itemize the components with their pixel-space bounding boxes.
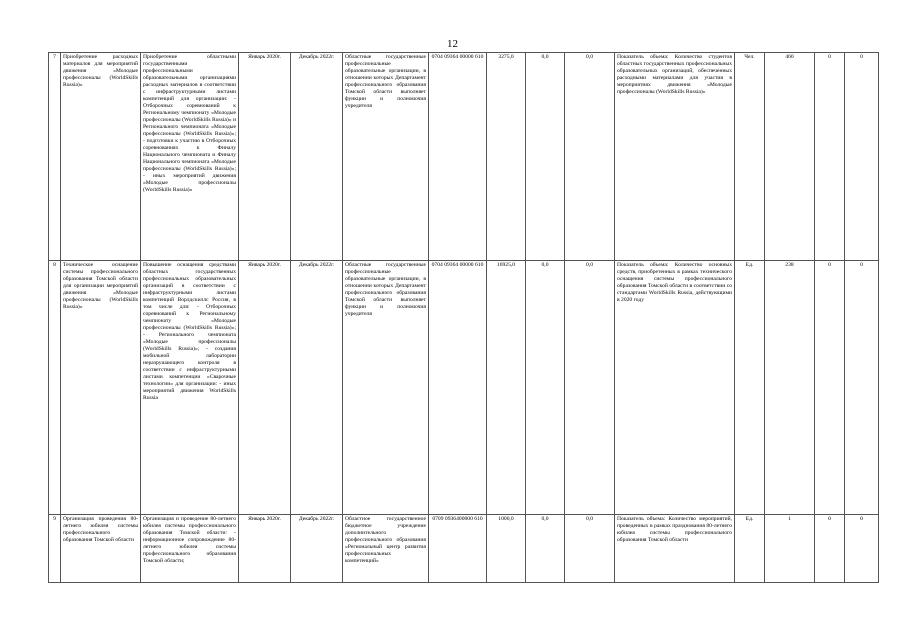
executor: Областные государственные профессиональные образовательные организации, в отношении которых Департамент профессионального образования Томской области выполняет функции и полномочия учредителя [343, 261, 429, 515]
start-date: Январь 2020г. [239, 53, 291, 261]
amount-year3: 0,0 [565, 53, 615, 261]
unit: Ед. [735, 261, 765, 515]
page-number: 12 [447, 38, 458, 50]
row-number: 7 [49, 53, 61, 261]
unit: Чел. [735, 53, 765, 261]
event-name: Приобретение расходных материалов для мероприятий движения «Молодые профессионалы (WorldSkills Russia)» [61, 53, 141, 261]
executor: Областное государственное бюджетное учреждение дополнительного профессионального образования «Региональный центр развития профессиональных компетенций» [343, 515, 429, 583]
end-date: Декабрь 2022г. [291, 515, 343, 583]
quantity-year3: 0 [845, 515, 879, 583]
event-description: Приобретение областными государственными профессиональными образовательными организациями расходных материалов в соответствии с инфраструктурными листами компетенций для организации: - Отборочных соревнований к Региональному чемпионату «Молодые профессионалы (WorldSkills Russia)» и Регионального чемпионата «Молодые профессионалы (WorldSkills Russia)»; - подготовки к участию в Отборочных соревнованиях к Финалу Национального чемпионата и Финалу Национального чемпионата «Молодые профессионалы (WorldSkills Russia)»; - иных мероприятий движения «Молодые профессионалы (WorldSkills Russia)» [141, 53, 239, 261]
indicator: Показатель объема: Количество основных средств, приобретенных в рамках технического оснащения системы профессионального образования Томской области в соответствии со стандартами WorldSkills Russia, действующими в 2020 году [615, 261, 735, 515]
quantity-year2: 0 [815, 53, 845, 261]
row-number: 8 [49, 261, 61, 515]
start-date: Январь 2020г. [239, 515, 291, 583]
executor: Областные государственные профессиональные образовательные организации, в отношении которых Департамент профессионального образования Томской области выполняет функции и полномочия учредителя [343, 53, 429, 261]
table-row [49, 261, 879, 515]
budget-code: 0704 09364 00000 610 [429, 261, 487, 515]
end-date: Декабрь 2022г. [291, 261, 343, 515]
event-name: Техническое оснащение системы профессионального образования Томской области для организации мероприятий движения «Молодые профессионалы (WorldSkills Russia)» [61, 261, 141, 515]
amount-year2: 0,0 [526, 261, 565, 515]
indicator: Показатель объема: Количество мероприятий, проведенных в рамках празднования 80-летнего юбилея системы профессионального образования Томской области [615, 515, 735, 583]
quantity-year1: 238 [765, 261, 815, 515]
quantity-year3: 0 [845, 53, 879, 261]
unit: Ед. [735, 515, 765, 583]
amount-total: 16925,0 [487, 261, 526, 515]
amount-year3: 0,0 [565, 515, 615, 583]
budget-code: 0704 09364 00000 610 [429, 53, 487, 261]
amount-total: 3275,0 [487, 53, 526, 261]
budget-code: 0709 0936400000 610 [429, 515, 487, 583]
amount-total: 1000,0 [487, 515, 526, 583]
quantity-year2: 0 [815, 515, 845, 583]
program-table [48, 52, 879, 583]
quantity-year3: 0 [845, 261, 879, 515]
start-date: Январь 2020г. [239, 261, 291, 515]
amount-year2: 0,0 [526, 53, 565, 261]
end-date: Декабрь 2022г. [291, 53, 343, 261]
quantity-year1: 1 [765, 515, 815, 583]
quantity-year1: 460 [765, 53, 815, 261]
table-row [49, 515, 879, 583]
event-description: Организация и проведение 80-летнего юбилея системы профессионального образования Томской области: - информационное сопровождение 80-летнего юбилея системы профессионального образования Томской области; [141, 515, 239, 583]
amount-year3: 0,0 [565, 261, 615, 515]
quantity-year2: 0 [815, 261, 845, 515]
table-row [49, 53, 879, 261]
amount-year2: 0,0 [526, 515, 565, 583]
indicator: Показатель объема: Количество студентов областных государственных профессиональных образовательных организаций, обеспеченных расходными материалами для участия в мероприятиях движения «Молодые профессионалы (WorldSkills Russia)» [615, 53, 735, 261]
event-description: Повышение оснащения средствами областных государственных профессиональных образовательных организаций в соответствии с инфраструктурными листами компетенций Ворлдскиллс Россия, в том числе для: - Отборочных соревнований к Региональному чемпионату «Молодые профессионалы (WorldSkills Russia)»; - Регионального чемпионата «Молодые профессионалы (WorldSkills Russia)»; - создания мобильной лаборатории неразрушающего контроля в соответствии с инфраструктурными листами компетенции «Сварочные технологии» для организации: - иных мероприятий движения WorldSkills Russia [141, 261, 239, 515]
event-name: Организация проведения 80-летнего юбилея системы профессионального образования Томской области [61, 515, 141, 583]
row-number: 9 [49, 515, 61, 583]
